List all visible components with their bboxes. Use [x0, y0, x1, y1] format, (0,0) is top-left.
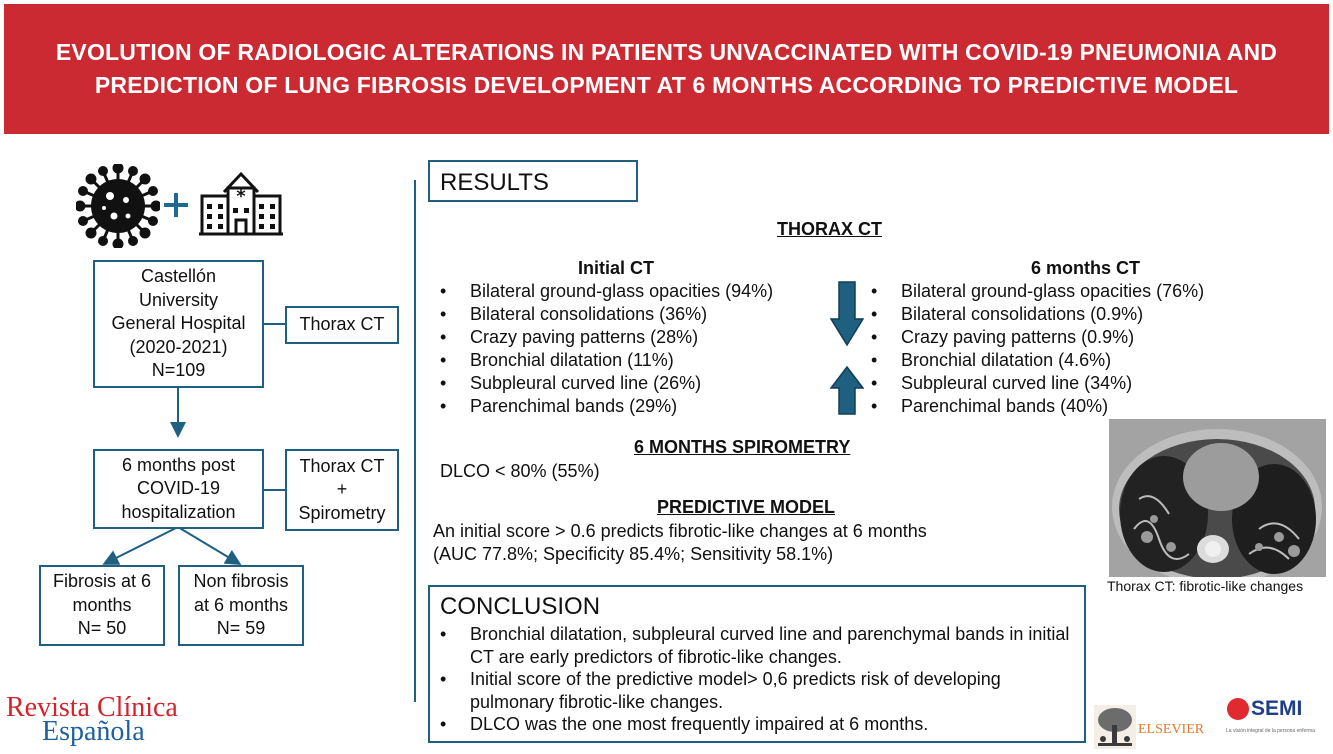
fibrosis-box: [39, 565, 165, 646]
conclusion-box: [428, 585, 1086, 743]
hospital-period: (2020-2021): [129, 336, 228, 357]
semi-logo: SEMI: [1251, 697, 1303, 720]
six-months-ct-item: • Subpleural curved line (34%): [867, 372, 1204, 395]
conclusion-item: • Initial score of the predictive model> 0,6 predicts risk of developing pulmonary fibrotic-like changes.: [440, 668, 1074, 713]
six-months-ct-item: • Crazy paving patterns (0.9%): [867, 326, 1204, 349]
fibrosis-n: N= 50: [77, 618, 127, 639]
arrow-up-icon: [830, 366, 864, 416]
six-months-ct-item: • Parenchimal bands (40%): [867, 395, 1204, 418]
thorax-ct-heading: THORAX CT: [777, 219, 882, 239]
six-months-ct-item: • Bilateral ground-glass opacities (76%): [867, 280, 1204, 303]
section-divider: [414, 180, 416, 702]
predictive-model-line-1: An initial score > 0.6 predicts fibrotic-like changes at 6 months: [433, 521, 927, 541]
thorax-ct-label: Thorax CT: [299, 314, 385, 335]
followup-box: [93, 449, 264, 529]
initial-ct-item: • Subpleural curved line (26%): [436, 372, 773, 395]
thorax-ct-box: [285, 306, 399, 344]
six-months-ct-list: [867, 280, 1204, 418]
initial-ct-item: • Bronchial dilatation (11%): [436, 349, 773, 372]
followup-line-1: 6 months post: [121, 454, 236, 475]
fibrosis-line-1: Fibrosis at 6: [52, 571, 152, 592]
conclusion-list: [440, 623, 1074, 736]
predictive-model-line-2: (AUC 77.8%; Specificity 85.4%; Sensitivity 58.1%): [433, 544, 834, 564]
non-fibrosis-line-1: Non fibrosis: [193, 571, 289, 592]
followup-test-ct: Thorax CT: [299, 455, 385, 476]
elsevier-tree-icon: [1094, 705, 1136, 749]
title-line-1: EVOLUTION OF RADIOLOGIC ALTERATIONS IN PATIENTS UNVACCINATED WITH COVID-19 PNEUMONIA AND: [55, 39, 1278, 65]
initial-ct-list: [436, 280, 773, 418]
six-months-ct-item: • Bronchial dilatation (4.6%): [867, 349, 1204, 372]
followup-line-3: hospitalization: [121, 501, 236, 522]
followup-test-plus: +: [336, 479, 348, 500]
hospital-box: [93, 260, 264, 388]
arrow-to-non-fibrosis: [178, 527, 238, 563]
hospital-name-1: Castellón: [140, 266, 217, 287]
semi-tagline: La visión integral de la persona enferma: [1226, 728, 1315, 734]
initial-ct-item: • Crazy paving patterns (28%): [436, 326, 773, 349]
arrow-to-fibrosis: [106, 527, 178, 563]
initial-ct-item: • Bilateral consolidations (36%): [436, 303, 773, 326]
hospital-n: N=109: [151, 360, 206, 381]
results-heading: RESULTS: [428, 160, 638, 202]
six-months-ct-heading: 6 months CT: [1031, 258, 1141, 278]
journal-logo-line-2: Española: [42, 716, 145, 747]
initial-ct-item: • Bilateral ground-glass opacities (94%): [436, 280, 773, 303]
initial-ct-heading: Initial CT: [578, 258, 654, 278]
title-line-2: PREDICTION OF LUNG FIBROSIS DEVELOPMENT AT 6 MONTHS ACCORDING TO PREDICTIVE MODEL: [94, 72, 1239, 98]
dlco-result: DLCO < 80% (55%): [440, 461, 600, 481]
spirometry-heading: 6 MONTHS SPIROMETRY: [634, 437, 851, 457]
ct-image-caption: Thorax CT: fibrotic-like changes: [1107, 578, 1304, 594]
svg-text:*: *: [236, 186, 246, 207]
followup-line-2: COVID-19: [136, 478, 221, 499]
arrow-down-icon: [830, 281, 864, 347]
hospital-name-3: General Hospital: [111, 313, 246, 334]
non-fibrosis-box: [178, 565, 304, 646]
ct-scan-image: [1109, 419, 1326, 577]
followup-tests-box: [285, 449, 399, 531]
conclusion-item: • Bronchial dilatation, subpleural curved line and parenchymal bands in initial CT are early predictors of fibrotic-like changes.: [440, 623, 1074, 668]
semi-logo-icon: [1226, 697, 1250, 721]
conclusion-item: • DLCO was the one most frequently impaired at 6 months.: [440, 713, 1074, 736]
journal-logo-line-1: Revista Clínica: [6, 692, 178, 723]
fibrosis-line-2: months: [72, 594, 132, 615]
followup-test-spirometry: Spirometry: [298, 502, 386, 523]
hospital-name-2: University: [138, 289, 218, 310]
initial-ct-item: • Parenchimal bands (29%): [436, 395, 773, 418]
predictive-model-heading: PREDICTIVE MODEL: [657, 497, 836, 517]
conclusion-heading: CONCLUSION: [440, 593, 601, 620]
elsevier-logo: ELSEVIER: [1138, 722, 1205, 737]
non-fibrosis-n: N= 59: [216, 618, 266, 639]
six-months-ct-item: • Bilateral consolidations (0.9%): [867, 303, 1204, 326]
non-fibrosis-line-2: at 6 months: [193, 594, 289, 615]
